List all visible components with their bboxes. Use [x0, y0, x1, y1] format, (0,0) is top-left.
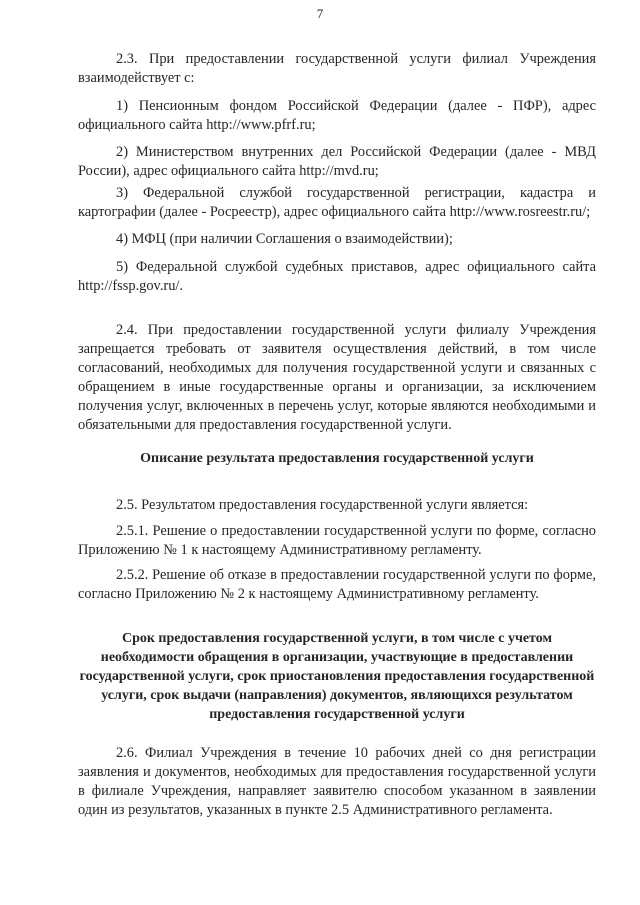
heading-term-line: государственной услуги, срок приостановления предоставления государственной	[79, 669, 595, 684]
paragraph-2-3-3: 3) Федеральной службой государственной регистрации, кадастра и картографии (далее - Росреестр), адрес официального сайта http://www.rosreestr.ru/;	[78, 185, 596, 220]
page-number: 7	[316, 6, 324, 21]
heading-result-description: Описание результата предоставления государственной услуги	[140, 451, 534, 466]
paragraph-2-5-1: 2.5.1. Решение о предоставлении государственной услуги по форме, согласно Приложению № 1 к настоящему Административному регламенту.	[78, 523, 596, 558]
paragraph-2-6: 2.6. Филиал Учреждения в течение 10 рабочих дней со дня регистрации заявления и документов, необходимых для предоставления государственной услуги в филиале Учреждения, направляет заявителю способом указанном в заявлении один из результатов, указанных в пункте 2.5 Административного регламента.	[78, 745, 596, 818]
paragraph-2-4: 2.4. При предоставлении государственной услуги филиалу Учреждения запрещается требовать от заявителя осуществления действий, в том числе согласований, необходимых для получения государственной услуги и связанных с обращением в иные государственные органы и организации, за исключением получения услуг, включенных в перечень услуг, которые являются необходимыми и обязательными для предоставления государственной услуги.	[78, 322, 596, 433]
paragraph-2-3-5: 5) Федеральной службой судебных приставов, адрес официального сайта http://fssp.gov.ru/.	[78, 259, 596, 294]
paragraph-2-5: 2.5. Результатом предоставления государственной услуги является:	[116, 497, 529, 513]
paragraph-2-3: 2.3. При предоставлении государственной услуги филиал Учреждения взаимодействует с:	[78, 51, 596, 86]
heading-term-line: Срок предоставления государственной услуги, в том числе с учетом	[121, 631, 553, 646]
heading-term-line: услуги, срок выдачи (направления) документов, являющихся результатом	[101, 688, 573, 703]
paragraph-2-5-2: 2.5.2. Решение об отказе в предоставлении государственной услуги по форме, согласно Приложению № 2 к настоящему Административному регламенту.	[78, 567, 596, 602]
paragraph-2-3-4: 4) МФЦ (при наличии Соглашения о взаимодействии);	[116, 231, 453, 247]
heading-term-line: предоставления государственной услуги	[209, 707, 465, 722]
paragraph-2-3-2: 2) Министерством внутренних дел Российской Федерации (далее - МВД России), адрес официального сайта http://mvd.ru;	[78, 144, 596, 179]
heading-term-line: необходимости обращения в организации, участвующие в предоставлении	[100, 650, 574, 665]
paragraph-2-3-1: 1) Пенсионным фондом Российской Федерации (далее - ПФР), адрес официального сайта http://www.pfrf.ru;	[78, 98, 596, 133]
